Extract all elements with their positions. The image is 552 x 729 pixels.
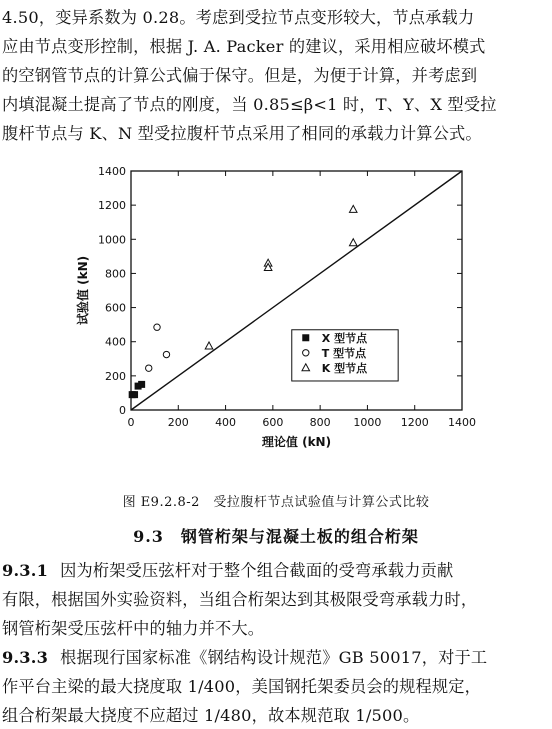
- clause-line: 钢管桁架受压弦杆中的轴力并不大。: [2, 619, 265, 638]
- intro-line: 内填混凝土提高了节点的刚度，当 0.85≤β<1 时，T、Y、X 型受拉: [2, 95, 497, 114]
- x-tick-label: 800: [309, 416, 331, 429]
- x-tick-label: 1400: [448, 416, 476, 429]
- legend-label: T 型节点: [321, 346, 367, 360]
- intro-line: 应由节点变形控制，根据 J. A. Packer 的建议，采用相应破坏模式: [2, 37, 486, 56]
- clause-line: 组合桁架最大挠度不应超过 1/480，故本规范取 1/500。: [2, 706, 420, 725]
- clause-line: 根据现行国家标准《钢结构设计规范》GB 50017，对于工: [60, 648, 488, 667]
- y-tick-label: 800: [105, 267, 126, 281]
- clause-line: 作平台主梁的最大挠度取 1/400，美国钢托架委员会的规程规定，: [2, 677, 482, 696]
- data-point-series-1: [163, 351, 169, 357]
- clause-number: 9.3.3: [2, 648, 49, 667]
- y-tick-label: 1400: [98, 165, 126, 178]
- x-tick-label: 600: [262, 416, 284, 429]
- intro-line: 腹杆节点与 K、N 型受拉腹杆节点采用了相同的承载力计算公式。: [2, 124, 482, 143]
- y-tick-label: 1200: [98, 199, 126, 213]
- figure-caption: 图 E9.2.8-2 受拉腹杆节点试验值与计算公式比较: [122, 495, 430, 510]
- y-tick-label: 600: [105, 301, 126, 315]
- x-tick-label: 1200: [400, 416, 429, 429]
- y-axis-label: 试验值 (kN): [76, 255, 90, 326]
- x-tick-label: 1000: [353, 416, 382, 429]
- data-point-series-2: [205, 342, 213, 349]
- clause-first-line: [2, 557, 453, 581]
- data-point-series-1: [154, 324, 160, 330]
- y-tick-label: 0: [119, 404, 126, 417]
- y-tick-label: 1000: [98, 233, 126, 247]
- intro-line: 的空钢管节点的计算公式偏于保守。但是，为便于计算，并考虑到: [2, 66, 478, 85]
- scatter-chart: [66, 163, 476, 458]
- data-point-series-1: [146, 365, 152, 371]
- legend-marker: [303, 335, 309, 341]
- x-axis-label: 理论值 (kN): [261, 435, 332, 449]
- legend-marker: [303, 350, 309, 356]
- y-tick-label: 400: [105, 335, 126, 349]
- data-point-series-0: [139, 381, 145, 387]
- clause-number: 9.3.1: [2, 561, 49, 580]
- x-tick-label: 200: [167, 416, 189, 429]
- legend-label: X 型节点: [321, 331, 368, 345]
- data-point-series-2: [349, 205, 357, 212]
- clause-line: 有限，根据国外实验资料，当组合桁架达到其极限受弯承载力时，: [2, 590, 478, 609]
- x-tick-label: 0: [127, 416, 135, 429]
- y-tick-label: 200: [105, 369, 126, 383]
- x-tick-label: 400: [215, 416, 237, 429]
- clause-first-line: [2, 644, 487, 668]
- intro-line: 4.50，变异系数为 0.28。考虑到受拉节点变形较大，节点承载力: [2, 8, 475, 27]
- clause-line: 因为桁架受压弦杆对于整个组合截面的受弯承载力贡献: [60, 561, 454, 580]
- section-title: 9.3 钢管桁架与混凝土板的组合桁架: [133, 527, 419, 546]
- data-point-series-2: [349, 239, 357, 246]
- legend-label: K 型节点: [321, 361, 368, 375]
- data-point-series-0: [132, 392, 138, 398]
